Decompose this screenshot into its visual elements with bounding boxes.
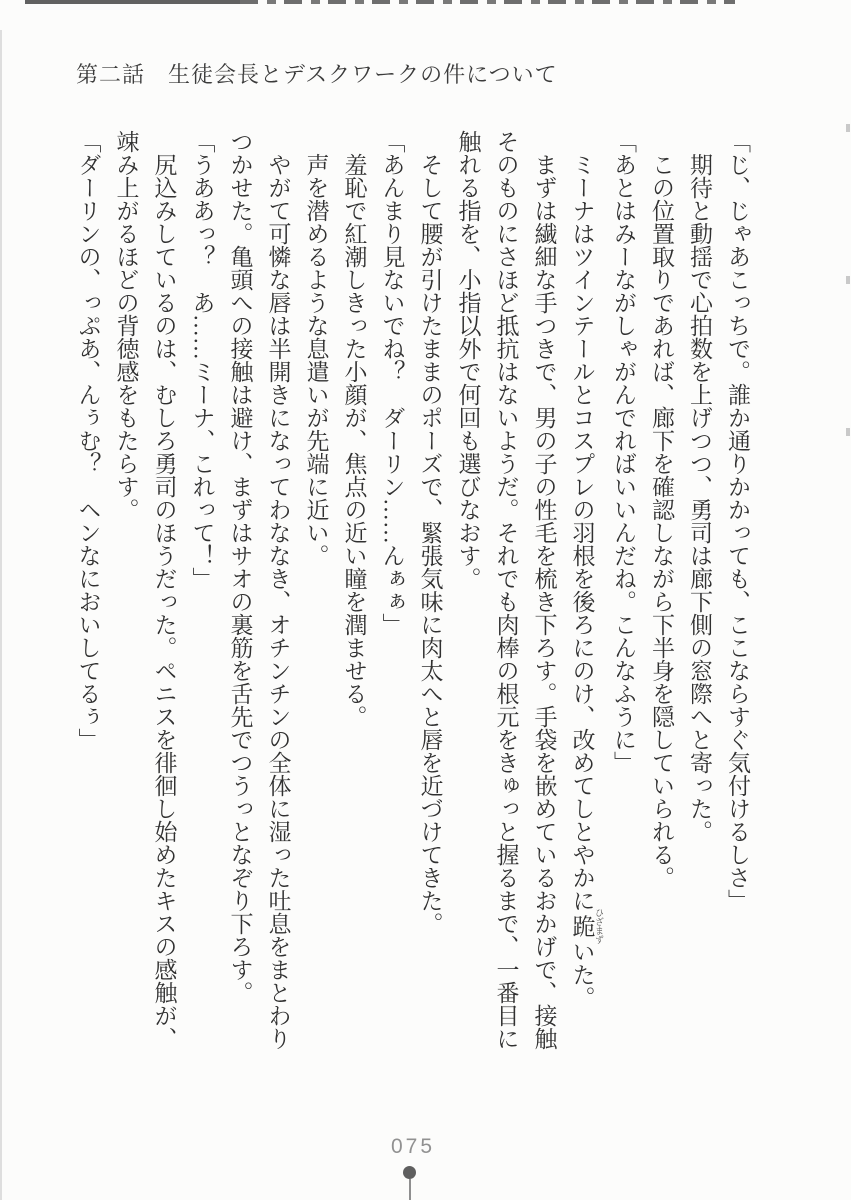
paragraph: そして腰が引けたままのポーズで、緊張気味に肉太へと唇を近づけてきた。 — [417, 153, 443, 935]
paragraph: 「あんまり見ないでね？ ダーリン……んぁぁ」 — [379, 130, 405, 636]
paragraph: 尻込みしているのは、むしろ勇司のほうだった。ペニスを徘徊し始めたキスの感触が、竦み上がるほどの背徳感をもたらす。 — [113, 130, 177, 1050]
paragraph: この位置取りであれば、廊下を確認しながら下半身を隠していられる。 — [649, 153, 674, 889]
footer-ornament-line — [409, 1179, 411, 1200]
paragraph: 「じ、じゃあこっちで。誰か通りかかっても、ここならすぐ気付けるしさ」 — [725, 130, 750, 912]
page-edge-artifact-top-right — [240, 0, 735, 4]
page-edge-artifact-right — [846, 428, 850, 436]
body-text — [66, 130, 756, 1056]
paragraph: やがて可憐な唇は半開きになってわななき、オチンチンの全体に湿った吐息をまとわりつかせた。亀頭への接触は避け、まずはサオの裏筋を舌先でつうっとなぞり下ろす。 — [227, 130, 291, 1050]
chapter-title: 第二話 生徒会長とデスクワークの件について — [76, 62, 558, 87]
page-number: 075 — [391, 1135, 436, 1158]
paragraph: ミーナはツインテールとコスプレの羽根を後ろにのけ、改めてしとやかに跪 ひざまずいた。 — [569, 153, 604, 1009]
page-edge-artifact-left — [0, 30, 2, 1200]
paragraph: 声を潜めるような息遣いが先端に近い。 — [303, 153, 329, 567]
paragraph: 「ダーリンの、っぷあ、んぅむ？ ヘンなにおいしてるぅ」 — [75, 130, 101, 751]
paragraph: 「あとはみーながしゃがんでればいいんだね。こんなふうに」 — [611, 130, 636, 774]
page-edge-artifact-top-left — [25, 0, 240, 4]
page-edge-artifact-right — [846, 124, 850, 132]
paragraph: まずは繊細な手つきで、男の子の性毛を梳き下ろす。手袋を嵌めているおかげで、接触そのものにさほど抵抗はないようだ。それでも肉棒の根元をきゅっと握るまで、一番目に触れる指を、小指以外で何回も選びなおす。 — [455, 130, 557, 1050]
paragraph: 「うああっ？ あ……ミーナ、これって！」 — [189, 130, 215, 590]
footer-ornament-dot-icon — [403, 1166, 416, 1179]
page-edge-artifact-right — [846, 276, 850, 284]
paragraph: 羞恥で紅潮しきった小顔が、焦点の近い瞳を潤ませる。 — [341, 153, 367, 728]
furigana-ruby: 跪 ひざまず — [569, 908, 604, 944]
paragraph: 期待と動揺で心拍数を上げつつ、勇司は廊下側の窓際へと寄った。 — [687, 153, 712, 843]
